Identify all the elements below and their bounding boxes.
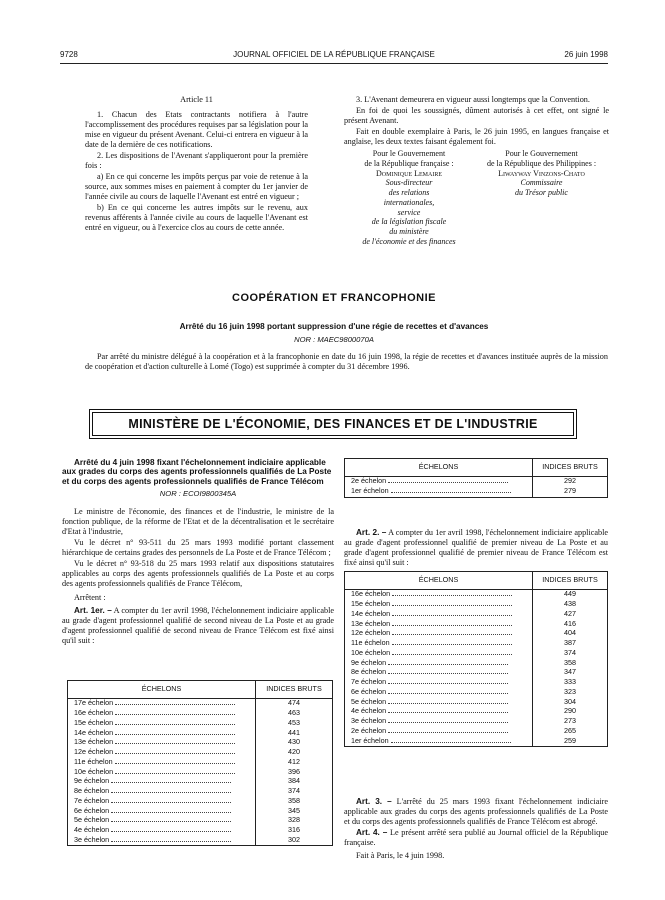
leader-dots (111, 816, 231, 822)
column-header: INDICES BRUTS (256, 681, 333, 699)
leader-dots (115, 758, 235, 764)
echelon-label: 3e échelon (68, 836, 256, 846)
paragraph: Vu le décret n° 93-518 du 25 mars 1993 relatif aux dispositions statutaires applicables au corps des agents professionnels qualifiés de La Poste et au corps des agents professionnels qualifiés de France Télécom, (62, 558, 334, 588)
echelon-label: 15e échelon (68, 719, 256, 729)
leader-dots (115, 768, 235, 774)
leader-dots (111, 836, 231, 842)
echelon-label: 10e échelon (68, 767, 256, 777)
leader-dots (388, 698, 508, 704)
leader-dots (111, 777, 231, 783)
column-header: INDICES BRUTS (533, 572, 608, 590)
echelon-label: 13e échelon (345, 619, 533, 629)
echelon-label: 2e échelon (345, 727, 533, 737)
echelon-label: 12e échelon (68, 748, 256, 758)
indice-value: 358 (256, 797, 333, 807)
indice-value: 273 (533, 717, 608, 727)
journal-title: JOURNAL OFFICIEL DE LA RÉPUBLIQUE FRANÇAISE (233, 50, 435, 59)
leader-dots (388, 668, 508, 674)
indice-value: 374 (256, 787, 333, 797)
indice-value: 438 (533, 600, 608, 610)
indice-value: 292 (533, 477, 608, 487)
indice-value: 345 (256, 806, 333, 816)
table-row (68, 836, 333, 846)
echelon-label: 16e échelon (345, 590, 533, 600)
indice-value: 412 (256, 758, 333, 768)
table-row (68, 699, 333, 709)
echelon-label: 4e échelon (68, 826, 256, 836)
paragraph: b) En ce qui concerne les autres impôts sur le revenu, aux revenus afférents à l'année civile au cours de laquelle l'Avenant est entré en vigueur, ou à l'exercice clos au cours de cette année. (85, 203, 308, 232)
table-second-niveau (67, 680, 333, 846)
echelon-label: 5e échelon (345, 697, 533, 707)
issue-date: 26 juin 1998 (564, 50, 608, 59)
leader-dots (388, 717, 508, 723)
indice-value: 316 (256, 826, 333, 836)
table-top-right (344, 458, 608, 498)
leader-dots (388, 688, 508, 694)
indice-value: 449 (533, 590, 608, 600)
indice-value: 374 (533, 649, 608, 659)
indice-value: 427 (533, 610, 608, 620)
indice-value: 463 (256, 709, 333, 719)
leader-dots (115, 729, 235, 735)
echelon-label: 8e échelon (345, 668, 533, 678)
indice-value: 441 (256, 728, 333, 738)
indice-value: 328 (256, 816, 333, 826)
signature-philippines: Pour le Gouvernement de la République des Philippines : Liwayway Vinzons-Chato Commissaire du Trésor public (474, 149, 609, 247)
echelon-label: 6e échelon (345, 688, 533, 698)
paragraph: Vu le décret n° 93-511 du 25 mars 1993 modifié portant classement hiérarchique de certains grades des personnels de La Poste et de France Télécom ; (62, 537, 334, 557)
indice-value: 358 (533, 658, 608, 668)
indice-value: 290 (533, 707, 608, 717)
arrete-title: Arrêté du 16 juin 1998 portant suppression d'une régie de recettes et d'avances (179, 322, 489, 331)
leader-dots (115, 719, 235, 725)
echelon-label: 5e échelon (68, 816, 256, 826)
echelon-label: 12e échelon (345, 629, 533, 639)
echelon-label: 9e échelon (345, 658, 533, 668)
table-row (345, 590, 608, 600)
indice-value: 474 (256, 699, 333, 709)
echelon-label: 1er échelon (345, 487, 533, 497)
signatory-name: Liwayway Vinzons-Chato (498, 168, 585, 178)
echelon-label: 14e échelon (68, 728, 256, 738)
indice-value: 430 (256, 738, 333, 748)
leader-dots (392, 600, 512, 606)
article-2: Art. 2. – A compter du 1er avril 1998, l'échelonnement indiciaire applicable au grade d'agent professionnel qualifié de premier niveau de La Poste et au grade d'agent professionnel qualifié de premier niveau de France Télécom est fixé ainsi qu'il suit : (344, 528, 608, 567)
article-3: Art. 3. – L'arrêté du 25 mars 1993 fixant l'échelonnement indiciaire applicable aux grades du corps des agents professionnels qualifiés de La Poste et du corps des agents professionnels qualifiés de France Télécom est abrogé. (344, 797, 608, 826)
leader-dots (115, 699, 235, 705)
indice-value: 453 (256, 719, 333, 729)
indice-value: 387 (533, 639, 608, 649)
column-header: ÉCHELONS (68, 681, 256, 699)
indice-value: 420 (256, 748, 333, 758)
arretent: Arrêtent : (74, 592, 106, 602)
indice-value: 323 (533, 688, 608, 698)
indice-value: 404 (533, 629, 608, 639)
indice-value: 384 (256, 777, 333, 787)
leader-dots (392, 590, 512, 596)
arrete-title: Arrêté du 4 juin 1998 fixant l'échelonnement indiciaire applicable aux grades du corps des agents professionnels qualifiés de La Poste et du corps des agents professionnels qualifiés de France Télécom (62, 458, 332, 486)
indice-value: 347 (533, 668, 608, 678)
table-premier-niveau (344, 571, 608, 747)
article-1: Art. 1er. – A compter du 1er avril 1998, l'échelonnement indiciaire applicable au grade d'agent professionnel qualifié de second niveau de La Poste et au grade d'agent professionnel qualifié de second niveau de France Télécom est fixé ainsi qu'il suit : (62, 605, 334, 645)
echelon-label: 9e échelon (68, 777, 256, 787)
leader-dots (111, 787, 231, 793)
arrete-4-juin-left (62, 458, 334, 647)
echelon-label: 2e échelon (345, 477, 533, 487)
leader-dots (391, 487, 511, 493)
paragraph: En foi de quoi les soussignés, dûment autorisés à cet effet, ont signé le présent Avenant. (344, 106, 609, 125)
leader-dots (115, 738, 235, 744)
paragraph: Fait en double exemplaire à Paris, le 26 juin 1995, en langues française et anglaise, les deux textes faisant également foi. (344, 127, 609, 146)
paragraph: Le ministre de l'économie, des finances et de l'industrie, le ministre de la fonction publique, de la réforme de l'Etat et de la décentralisation et le secrétaire d'Etat à l'industrie, (62, 506, 334, 536)
echelon-label: 3e échelon (345, 717, 533, 727)
echelon-label: 4e échelon (345, 707, 533, 717)
leader-dots (392, 610, 512, 616)
echelon-label: 11e échelon (345, 639, 533, 649)
leader-dots (115, 709, 235, 715)
paragraph: 1. Chacun des Etats contractants notifiera à l'autre l'accomplissement des procédures requises par sa législation pour la mise en vigueur du présent Avenant. Celui-ci entrera en vigueur à la date de la dernière de ces notifications. (85, 110, 308, 149)
leader-dots (392, 639, 512, 645)
indice-value: 333 (533, 678, 608, 688)
echelon-label: 7e échelon (345, 678, 533, 688)
articles-3-4 (344, 797, 608, 862)
echelon-label: 1er échelon (345, 736, 533, 746)
echelon-label: 6e échelon (68, 806, 256, 816)
echelon-label: 8e échelon (68, 787, 256, 797)
page-number: 9728 (60, 50, 78, 59)
leader-dots (111, 826, 231, 832)
signature-france: Pour le Gouvernement de la République française : Dominique Lemaire Sous-directeur des relations internationales, service de la législation fiscale du ministère de l'économie et des finances (344, 149, 474, 247)
nor-reference: NOR : ECOI9800345A (159, 489, 237, 499)
leader-dots (388, 678, 508, 684)
echelon-label: 15e échelon (345, 600, 533, 610)
ministry-banner: MINISTÈRE DE L'ÉCONOMIE, DES FINANCES ET DE L'INDUSTRIE (92, 412, 574, 436)
paragraph: 3. L'Avenant demeurera en vigueur aussi longtemps que la Convention. (356, 95, 590, 104)
signatory-name: Dominique Lemaire (376, 168, 442, 178)
leader-dots (392, 649, 512, 655)
table-row (345, 736, 608, 746)
indice-value: 259 (533, 736, 608, 746)
indice-value: 279 (533, 487, 608, 497)
echelon-label: 17e échelon (68, 699, 256, 709)
table-row (345, 477, 608, 487)
echelon-label: 7e échelon (68, 797, 256, 807)
leader-dots (388, 477, 508, 483)
echelon-label: 11e échelon (68, 758, 256, 768)
coop-body: Par arrêté du ministre délégué à la coopération et à la francophonie en date du 16 juin 1998, la régie de recettes et d'avances instituée auprès de la mission de coopération et d'action culturelle à Lomé (Togo) est supprimée à compter du 31 décembre 1996. (85, 352, 608, 371)
column-header: ÉCHELONS (345, 572, 533, 590)
fait-a-paris: Fait à Paris, le 4 juin 1998. (356, 851, 445, 860)
indice-value: 304 (533, 697, 608, 707)
nor-reference: NOR : MAEC9800070A (294, 335, 374, 344)
article-4: Art. 4. – Le présent arrêté sera publié au Journal officiel de la République française. (344, 828, 608, 847)
table-row (345, 487, 608, 497)
paragraph: a) En ce qui concerne les impôts perçus par voie de retenue à la source, aux sommes mises en paiement à compter du 1er janvier de l'année civile au cours de laquelle l'Avenant est entré en vigueur ; (85, 172, 308, 201)
leader-dots (115, 748, 235, 754)
leader-dots (388, 707, 508, 713)
column-header: INDICES BRUTS (533, 459, 608, 477)
echelon-label: 14e échelon (345, 610, 533, 620)
article-heading: Article 11 (180, 95, 213, 104)
leader-dots (388, 727, 508, 733)
indice-value: 302 (256, 836, 333, 846)
paragraph: 2. Les dispositions de l'Avenant s'appliqueront pour la première fois : (85, 151, 308, 170)
leader-dots (111, 807, 231, 813)
signature-column (344, 95, 609, 247)
echelon-label: 13e échelon (68, 738, 256, 748)
echelon-label: 16e échelon (68, 709, 256, 719)
leader-dots (392, 620, 512, 626)
page-header (60, 50, 608, 62)
indice-value: 396 (256, 767, 333, 777)
leader-dots (111, 797, 231, 803)
column-header: ÉCHELONS (345, 459, 533, 477)
indice-value: 416 (533, 619, 608, 629)
header-rule (60, 63, 608, 64)
leader-dots (391, 737, 511, 743)
section-heading: COOPÉRATION ET FRANCOPHONIE (232, 292, 436, 304)
article-11-column (85, 95, 308, 234)
echelon-label: 10e échelon (345, 649, 533, 659)
indice-value: 265 (533, 727, 608, 737)
leader-dots (388, 659, 508, 665)
leader-dots (392, 629, 512, 635)
